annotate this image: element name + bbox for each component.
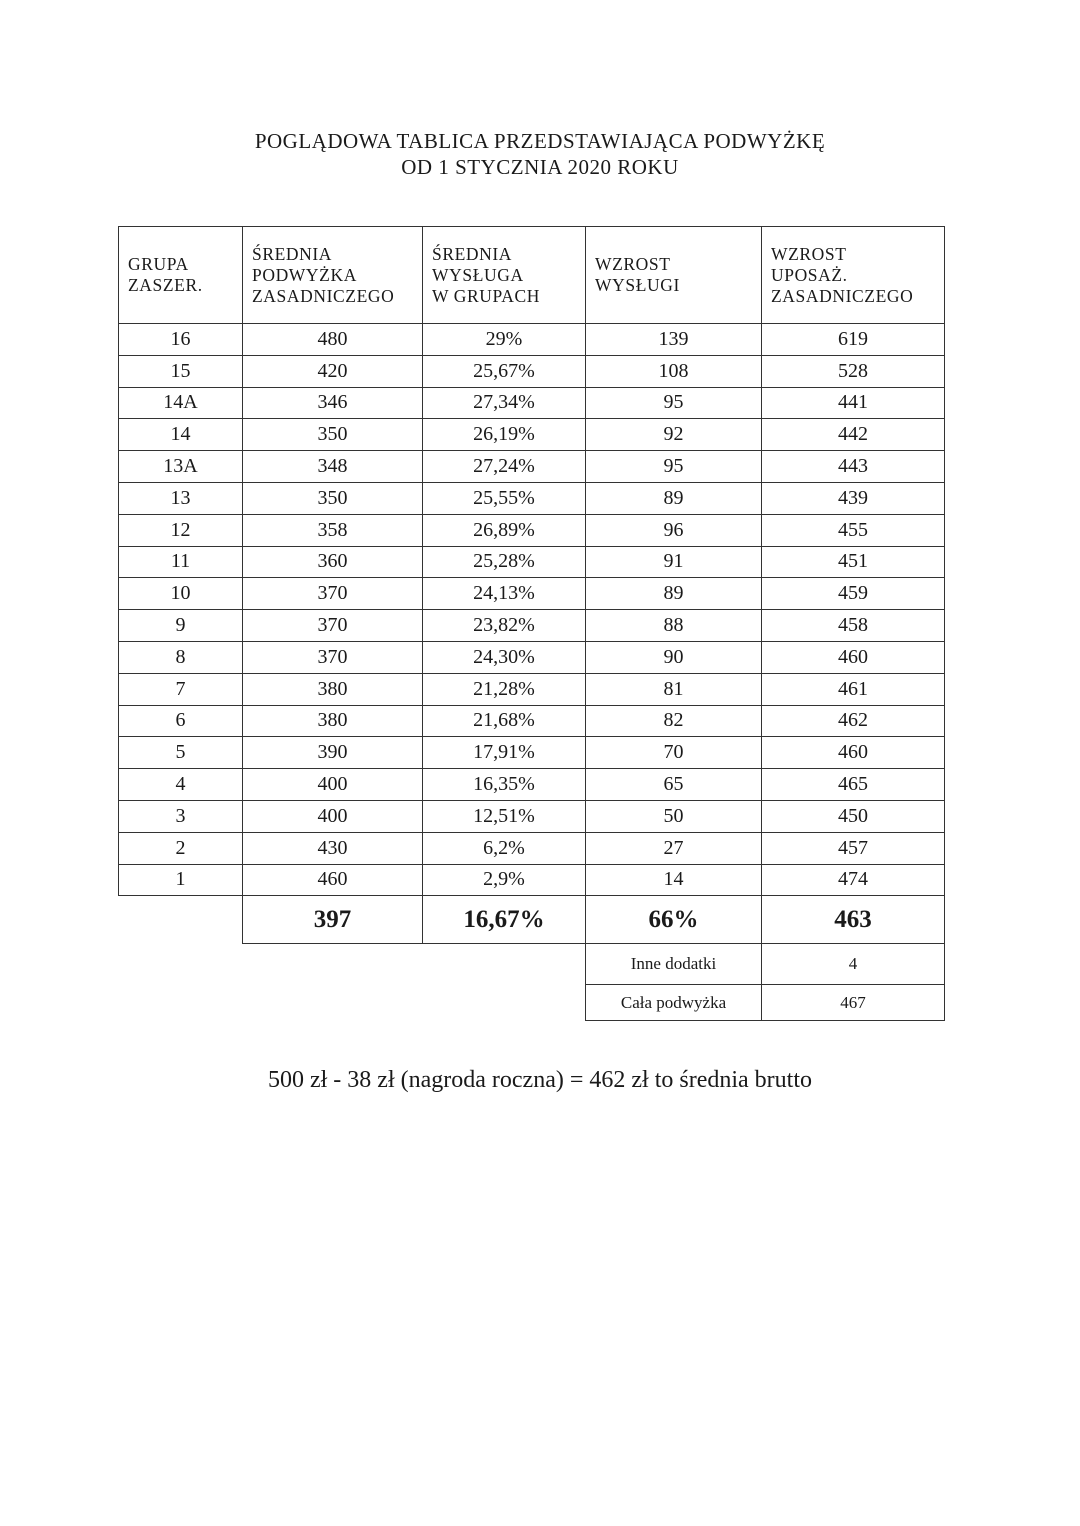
table-cell: 65 [586,769,762,801]
table-cell: 25,28% [423,546,586,578]
table-cell: 465 [762,769,945,801]
table-row [119,514,945,546]
table-cell: 81 [586,673,762,705]
table-cell: 26,19% [423,419,586,451]
table-cell: 443 [762,451,945,483]
table-cell: 400 [243,800,423,832]
table-cell: 14 [119,419,243,451]
table-cell: 24,13% [423,578,586,610]
table-cell: 10 [119,578,243,610]
column-header-line: W GRUPACH [432,285,540,306]
column-header [586,227,762,324]
table-cell: 13 [119,482,243,514]
column-header-line: UPOSAŻ. [771,264,848,285]
document-title-line-1: POGLĄDOWA TABLICA PRZEDSTAWIAJĄCA PODWYŻKĘ [254,129,826,153]
column-header-line: WZROST [595,254,671,274]
column-header-line: ZASADNICZEGO [771,285,914,306]
table-cell: 91 [586,546,762,578]
table-cell: 420 [243,355,423,387]
column-header-line: WYSŁUGI [595,275,680,295]
table-cell: 92 [586,419,762,451]
document-title-line-2: OD 1 STYCZNIA 2020 ROKU [401,155,679,179]
table-cell: 439 [762,482,945,514]
summary-cell: 463 [762,896,945,944]
table-cell: 89 [586,578,762,610]
summary-cell: 397 [243,896,423,944]
table-cell: 88 [586,610,762,642]
table-cell: 14 [586,864,762,896]
table-row [119,610,945,642]
summary-cell: 66% [586,896,762,944]
column-header-line: ŚREDNIA [252,243,333,264]
table-row [119,451,945,483]
table-cell: 11 [119,546,243,578]
table-cell: 23,82% [423,610,586,642]
table-cell: 390 [243,737,423,769]
table-cell: 13A [119,451,243,483]
header-row [119,227,945,324]
table-cell: 346 [243,387,423,419]
table-cell: 24,30% [423,641,586,673]
table-cell: 12,51% [423,800,586,832]
table-cell: 8 [119,641,243,673]
table-cell: 474 [762,864,945,896]
column-header-line: WYSŁUGA [432,264,524,285]
table-cell: 9 [119,610,243,642]
table-cell: 90 [586,641,762,673]
table-cell: 461 [762,673,945,705]
table-cell: 16,35% [423,769,586,801]
table-cell: 455 [762,514,945,546]
table-cell: 16 [119,324,243,356]
table-cell: 350 [243,482,423,514]
column-header-line: GRUPA [128,254,189,274]
table-cell: 370 [243,610,423,642]
table-cell: 460 [243,864,423,896]
column-header-line: ZASADNICZEGO [252,285,395,306]
table-cell: 2,9% [423,864,586,896]
table-cell: 21,68% [423,705,586,737]
table-cell: 82 [586,705,762,737]
table-cell: 442 [762,419,945,451]
table-cell: 95 [586,387,762,419]
table-cell: 459 [762,578,945,610]
table-row [119,324,945,356]
table-cell: 2 [119,832,243,864]
table-cell: 360 [243,546,423,578]
extra-value: 4 [762,944,945,985]
table-cell: 460 [762,737,945,769]
table-cell: 25,67% [423,355,586,387]
table-cell: 14A [119,387,243,419]
table-cell: 21,28% [423,673,586,705]
table-cell: 29% [423,324,586,356]
column-header [119,227,243,324]
table-cell: 457 [762,832,945,864]
summary-cell: 16,67% [423,896,586,944]
table-cell: 348 [243,451,423,483]
table-row [119,673,945,705]
table-cell: 27,24% [423,451,586,483]
column-header [243,227,423,324]
summary-empty-cell [119,896,243,944]
footer-note: 500 zł - 38 zł (nagroda roczna) = 462 zł to średnia brutto [267,1067,813,1093]
table-cell: 528 [762,355,945,387]
table-cell: 6 [119,705,243,737]
extra-label: Inne dodatki [586,944,762,985]
table-cell: 370 [243,578,423,610]
table-row [119,737,945,769]
table-cell: 15 [119,355,243,387]
table-cell: 358 [243,514,423,546]
table-cell: 108 [586,355,762,387]
additional-table [585,943,945,1021]
table-cell: 380 [243,673,423,705]
table-row [119,419,945,451]
table-row [119,482,945,514]
table-cell: 89 [586,482,762,514]
table-cell: 95 [586,451,762,483]
table-cell: 430 [243,832,423,864]
table-cell: 12 [119,514,243,546]
table-cell: 27,34% [423,387,586,419]
column-header-line: PODWYŻKA [252,264,357,285]
summary-row [119,896,945,944]
table-row [119,355,945,387]
table-cell: 451 [762,546,945,578]
extra-row [586,944,945,985]
table-cell: 619 [762,324,945,356]
table-cell: 50 [586,800,762,832]
table-row [119,832,945,864]
extra-row [586,985,945,1021]
extra-label: Cała podwyżka [586,985,762,1021]
table-row [119,641,945,673]
column-header-line: ŚREDNIA [432,243,513,264]
column-header [423,227,586,324]
table-cell: 26,89% [423,514,586,546]
table-cell: 462 [762,705,945,737]
table-row [119,864,945,896]
table-cell: 70 [586,737,762,769]
table-row [119,705,945,737]
table-cell: 350 [243,419,423,451]
table-cell: 400 [243,769,423,801]
extra-value: 467 [762,985,945,1021]
table-cell: 1 [119,864,243,896]
table-cell: 25,55% [423,482,586,514]
table-cell: 450 [762,800,945,832]
column-header-line: ZASZER. [128,275,203,295]
table-cell: 6,2% [423,832,586,864]
table-cell: 370 [243,641,423,673]
table-cell: 441 [762,387,945,419]
table-cell: 17,91% [423,737,586,769]
table-row [119,578,945,610]
table-cell: 380 [243,705,423,737]
table-cell: 5 [119,737,243,769]
column-header-line: WZROST [771,243,847,264]
table-row [119,546,945,578]
table-cell: 3 [119,800,243,832]
table-row [119,769,945,801]
table-cell: 460 [762,641,945,673]
table-row [119,800,945,832]
table-cell: 27 [586,832,762,864]
table-cell: 139 [586,324,762,356]
table-row [119,387,945,419]
column-header [762,227,945,324]
table-cell: 4 [119,769,243,801]
raise-table [118,226,945,944]
table-cell: 480 [243,324,423,356]
table-cell: 96 [586,514,762,546]
table-cell: 7 [119,673,243,705]
table-cell: 458 [762,610,945,642]
